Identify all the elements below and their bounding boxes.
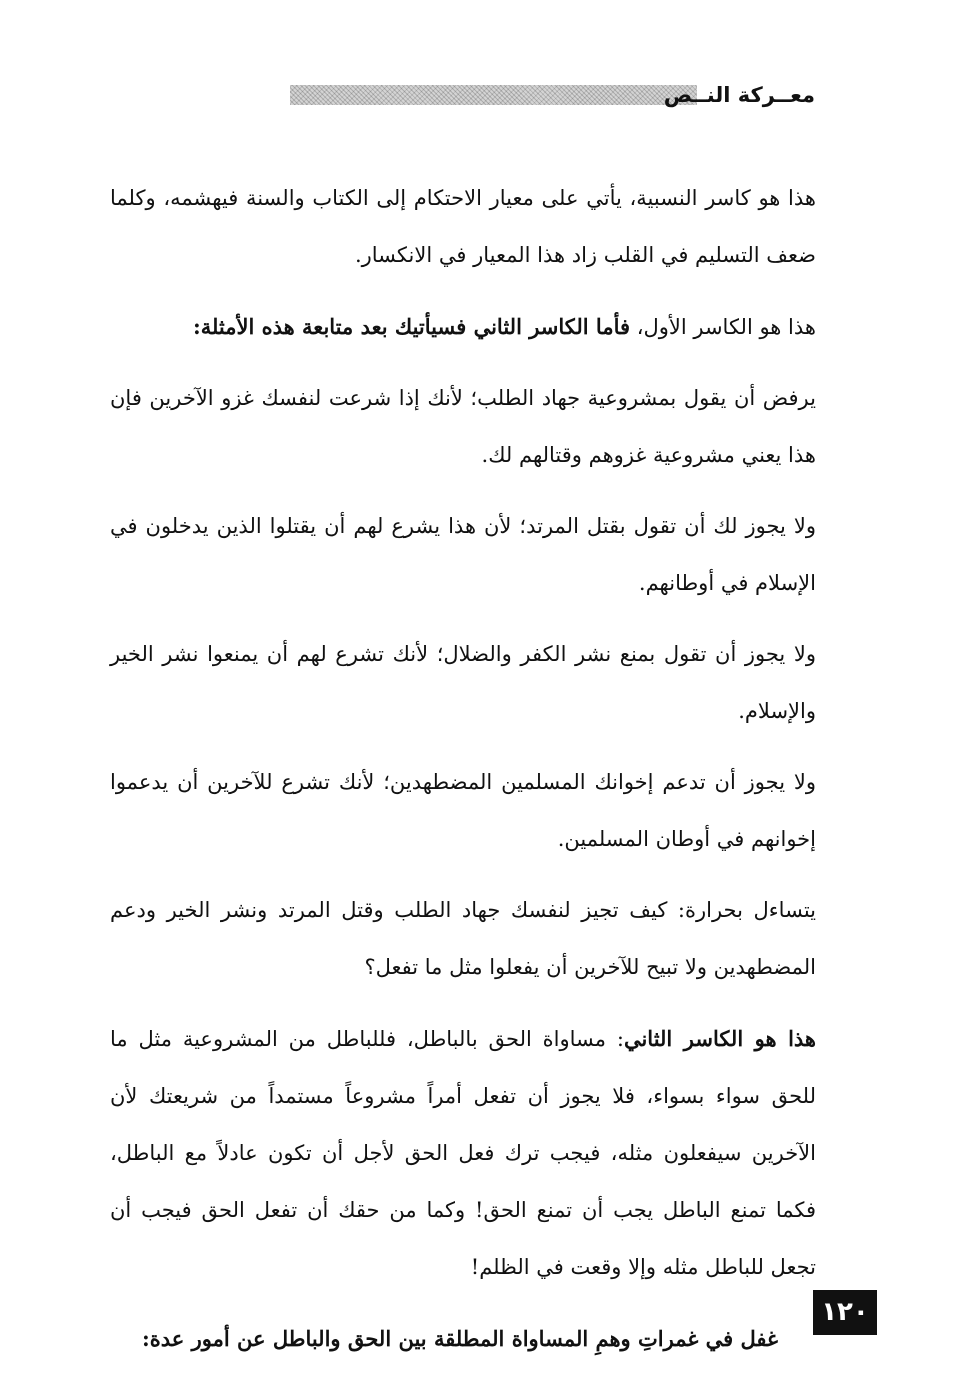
paragraph-2-bold: فأما الكاسر الثاني فسيأتيك بعد متابعة هذه الأمثلة: <box>192 314 631 339</box>
header-decorative-band <box>290 85 697 105</box>
paragraph-8 <box>110 1010 816 1296</box>
paragraph-1: هذا هو كاسر النسبية، يأتي على معيار الاحتكام إلى الكتاب والسنة فيهشمه، وكلما ضعف التسليم في القلب زاد هذا المعيار في الانكسار. <box>110 186 816 267</box>
paragraph-6: ولا يجوز أن تدعم إخوانك المسلمين المضطهدين؛ لأنك تشرع للآخرين أن يدعموا إخوانهم في أوطان المسلمين. <box>110 770 817 851</box>
paragraph-7: يتساءل بحرارة: كيف تجيز لنفسك جهاد الطلب وقتل المرتد ونشر الخير ودعم المضطهدين ولا تبيح للآخرين أن يفعلوا مثل ما تفعل؟ <box>110 898 817 979</box>
paragraph-5: ولا يجوز أن تقول بمنع نشر الكفر والضلال؛ لأنك تشرع لهم أن يمنعوا نشر الخير والإسلام. <box>110 642 816 723</box>
page-number: ١٢٠ <box>813 1290 877 1335</box>
paragraph-9-bold: غفل في غمراتِ وهمِ المساواة المطلقة بين الحق والباطل عن أمور عدة: <box>142 1326 778 1351</box>
paragraph-8-bold: هذا هو الكاسر الثاني <box>623 1026 816 1051</box>
header-title: معــركة النــص <box>663 83 815 107</box>
paragraph-2 <box>110 298 816 356</box>
paragraph-8-rest: : مساواة الحق بالباطل، فللباطل من المشروعية مثل ما للحق سواء بسواء، فلا يجوز أن تفعل أمراً مشروعاً مستمداً من شريعتك لأن الآخرين سيفعلون مثله، فيجب ترك فعل الحق لأجل أن تكون عادلاً مع الباطل، فكما تمنع الباطل يجب أن تمنع الحق! وكما من حقك أن تفعل الحق فيجب أن تجعل للباطل مثله وإلا وقعت في الظلم! <box>110 1027 816 1279</box>
running-header <box>112 80 815 110</box>
paragraph-3: يرفض أن يقول بمشروعية جهاد الطلب؛ لأنك إذا شرعت لنفسك غزو الآخرين فإن هذا يعني مشروعية غزوهم وقتالهم لك. <box>110 386 816 467</box>
paragraph-9 <box>110 1310 816 1368</box>
paragraph-4: ولا يجوز لك أن تقول بقتل المرتد؛ لأن هذا يشرع لهم أن يقتلوا الذين يدخلون في الإسلام في أوطانهم. <box>110 514 816 595</box>
paragraph-2-lead: هذا هو الكاسر الأول، <box>630 315 816 339</box>
page-body <box>110 170 816 1382</box>
